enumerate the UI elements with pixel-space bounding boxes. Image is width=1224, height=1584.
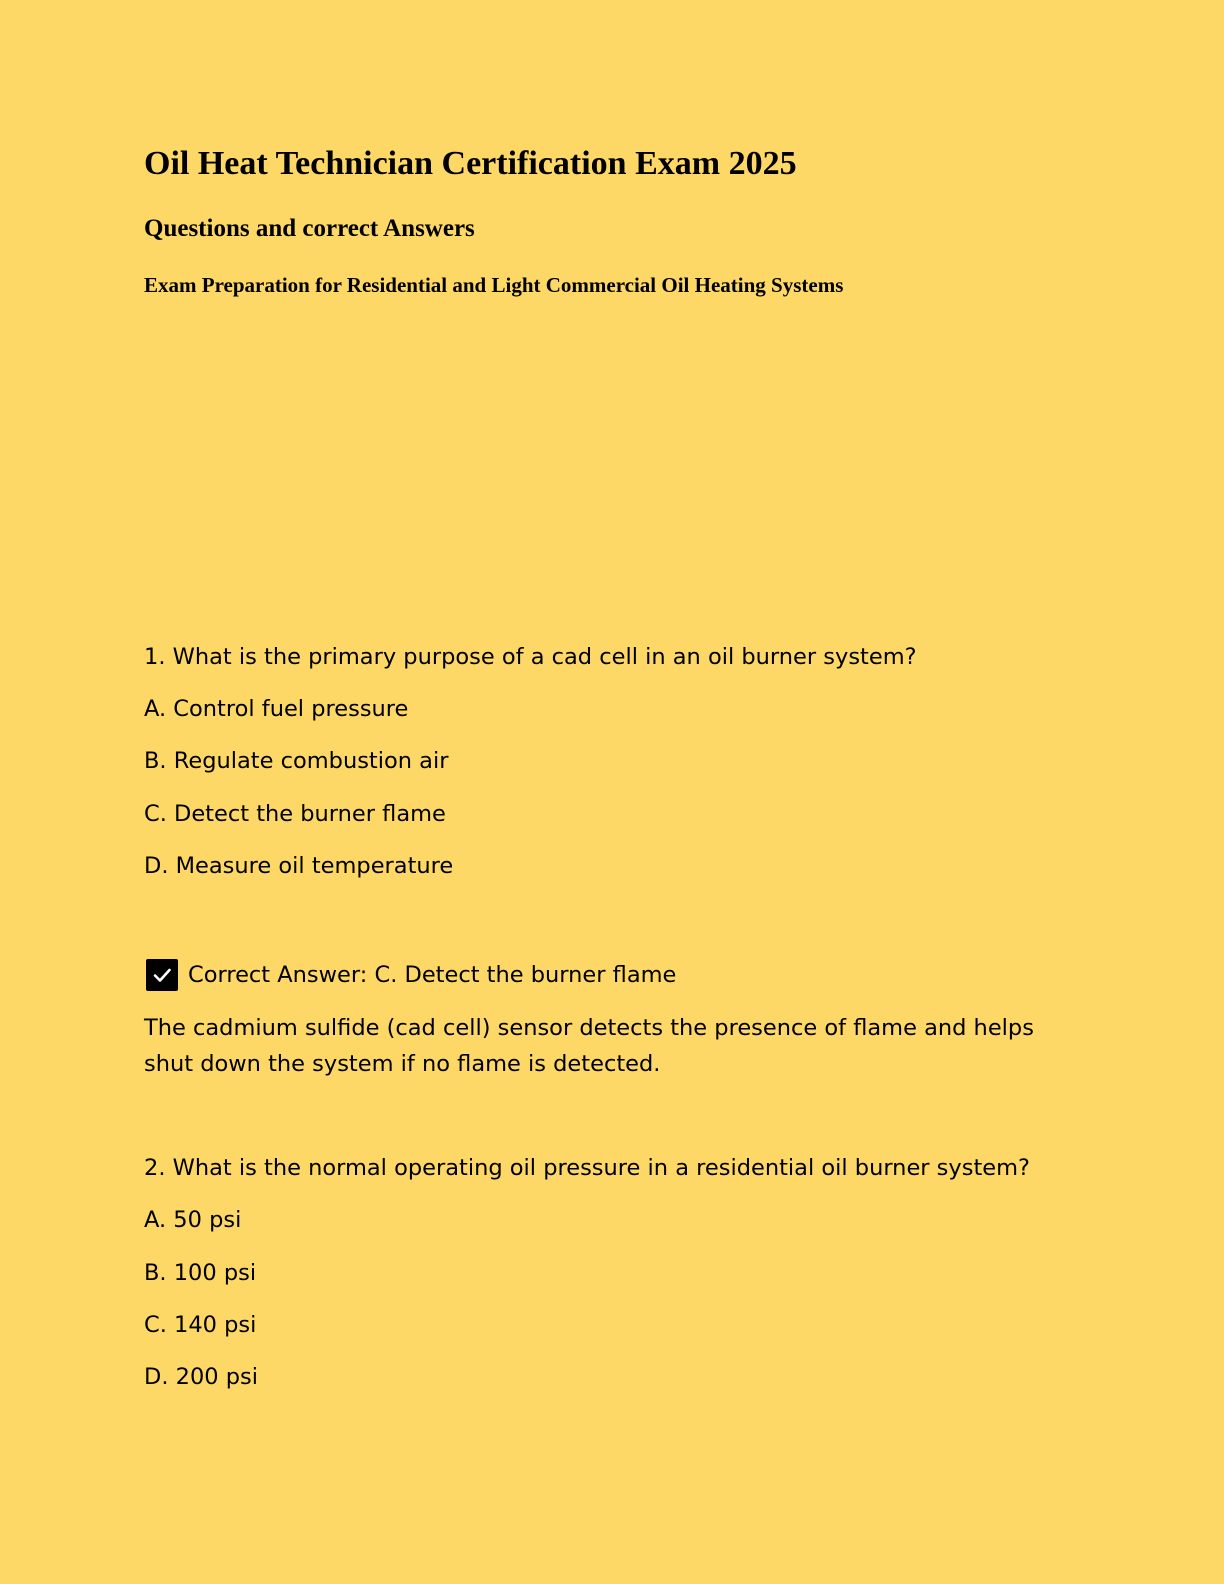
page-subtitle: Questions and correct Answers [144, 215, 475, 242]
question-2-option-a: A. 50 psi [144, 1207, 242, 1233]
question-1-option-a: A. Control fuel pressure [144, 696, 409, 722]
question-2-option-b: B. 100 psi [144, 1260, 257, 1286]
question-1-correct-answer [146, 957, 676, 993]
page-description: Exam Preparation for Residential and Light Commercial Oil Heating Systems [144, 273, 844, 297]
question-1-option-d: D. Measure oil temperature [144, 853, 454, 879]
question-1-option-b: B. Regulate combustion air [144, 748, 449, 774]
correct-answer-text: Correct Answer: C. Detect the burner flame [188, 962, 677, 988]
page-title: Oil Heat Technician Certification Exam 2025 [144, 145, 797, 182]
question-2-option-d: D. 200 psi [144, 1364, 258, 1390]
question-2-text: 2. What is the normal operating oil pressure in a residential oil burner system? [144, 1155, 1030, 1181]
check-box-icon [146, 959, 178, 991]
question-1-text: 1. What is the primary purpose of a cad cell in an oil burner system? [144, 644, 917, 670]
question-1-explanation: The cadmium sulfide (cad cell) sensor detects the presence of flame and helps shut down the system if no flame is detected. [144, 1015, 1034, 1077]
question-2-option-c: C. 140 psi [144, 1312, 257, 1338]
question-1-option-c: C. Detect the burner flame [144, 801, 446, 827]
